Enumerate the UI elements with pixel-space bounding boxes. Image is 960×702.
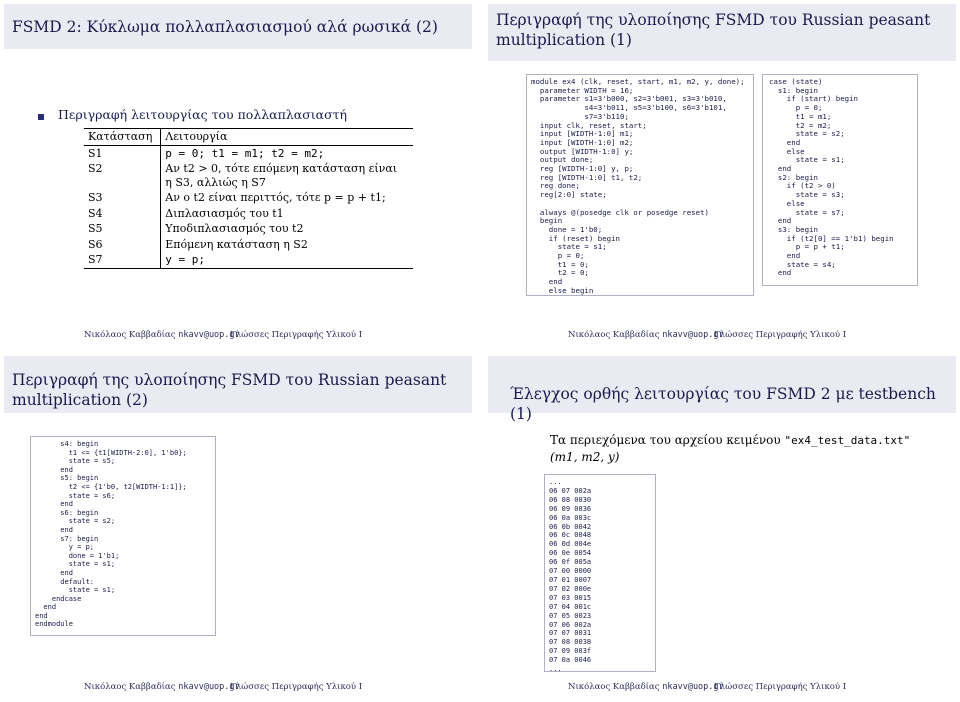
- slide-3-header: [4, 356, 472, 413]
- slide-1-title: FSMD 2: Κύκλωμα πολλαπλασιασμού αλά ρωσικά (2): [12, 18, 438, 36]
- state-cell: S1: [84, 145, 161, 161]
- slide-2-header: [488, 4, 956, 61]
- footer-course: Γλώσσες Περιγραφής Υλικού Ι: [230, 330, 363, 340]
- verilog-code: s4: begin t1 <= {t1[WIDTH-2:0], 1'b0}; state = s5; end s5: begin t2 <= {1'b0, t2[WIDTH-1:1]}; state = s6; end s6: begin state = s2; end s7: begin y = p; done = 1'b1; state = s1; end default: state = s1; endcase end end endmodule: [35, 440, 187, 629]
- bullet-square-icon: [38, 114, 44, 120]
- bullet-text: Περιγραφή λειτουργίας του πολλαπλασιαστή: [58, 107, 348, 122]
- code-box: [30, 436, 216, 636]
- footer-author: Νικόλαος Καββαδίας nkavv@uop.gr: [568, 330, 724, 340]
- operation-cell: Αν t2 > 0, τότε επόμενη κατάσταση είναι η S3, αλλιώς η S7: [165, 162, 398, 189]
- table-header-row: [84, 129, 413, 146]
- slide-1: [4, 4, 472, 344]
- table-row: [84, 252, 413, 268]
- header-operation: Λειτουργία: [161, 129, 414, 146]
- footer-author: Νικόλαος Καββαδίας nkavv@uop.gr: [568, 682, 724, 692]
- slide-3-title: Περιγραφή της υλοποίησης FSMD του Russian peasant multiplication (2): [12, 371, 447, 409]
- footer: [488, 326, 956, 344]
- footer: [488, 678, 956, 696]
- slide-4-header: [488, 356, 956, 423]
- column-spec: (m1, m2, y): [550, 450, 620, 464]
- slide-4: [488, 356, 956, 696]
- state-cell: S7: [84, 252, 161, 268]
- slide-1-header: [4, 4, 472, 49]
- table-row: [84, 190, 413, 206]
- verilog-code-right: case (state) s1: begin if (start) begin p = 0; t1 = m1; t2 = m2; state = s2; end else state = s1; end s2: begin if (t2 > 0) state = s3; else state = s7; end s3: begin if (t2[0] == 1'b1) begin p = p + t1; end state = s4; end: [769, 77, 894, 278]
- state-cell: S3: [84, 190, 161, 206]
- operation-cell: y = p;: [161, 252, 414, 268]
- slide-4-title: Έλεγχος ορθής λειτουργίας του FSMD 2 με testbench (1): [510, 385, 936, 423]
- slide-3: [4, 356, 472, 696]
- footer-course: Γλώσσες Περιγραφής Υλικού Ι: [714, 330, 847, 340]
- operation-cell: Επόμενη κατάσταση η S2: [165, 237, 308, 251]
- footer-author: Νικόλαος Καββαδίας nkavv@uop.gr: [84, 330, 240, 340]
- filename: "ex4_test_data.txt": [784, 434, 911, 447]
- table-row: [84, 145, 413, 161]
- state-cell: S6: [84, 237, 161, 253]
- state-table: [84, 128, 413, 269]
- slide-2: [488, 4, 956, 344]
- test-data: ... 06 07 002a 06 08 0030 06 09 0036 06 0a 003c 06 0b 0042 06 0c 0048 06 0d 004e 06 0e 0054 06 0f 005a 07 00 0000 07 01 0007 07 02 000e 07 03 0015 07 04 001c 07 05 0023 07 06 002a 07 07 0031 07 08 0038 07 09 003f 07 0a 0046 ...: [549, 478, 592, 674]
- code-box-left: [526, 74, 754, 296]
- state-cell: S2: [84, 161, 161, 190]
- data-box: [544, 474, 656, 672]
- state-cell: S4: [84, 206, 161, 222]
- operation-cell: Υποδιπλασιασμός του t2: [165, 222, 304, 235]
- table-row: [84, 221, 413, 237]
- slide-2-title: Περιγραφή της υλοποίησης FSMD του Russian peasant multiplication (1): [496, 11, 931, 49]
- verilog-code-left: module ex4 (clk, reset, start, m1, m2, y, done); parameter WIDTH = 16; parameter s1=3'b000, s2=3'b001, s3=3'b010, s4=3'b011, s5=3'b100, s6=3'b101, s7=3'b110; input clk, reset, start; input [WIDTH-1:0] m1; input [WIDTH-1:0] m2; output [WIDTH-1:0] y; output done; reg [WIDTH-1:0] y, p; reg [WIDTH-1:0] t1, t2; reg done; reg[2:0] state; always @(posedge clk or posedge reset) begin done = 1'b0; if (reset) begin state = s1; p = 0; t1 = 0; t2 = 0; end else begin: [531, 77, 745, 295]
- operation-cell: p = 0; t1 = m1; t2 = m2;: [165, 146, 325, 160]
- footer-course: Γλώσσες Περιγραφής Υλικού Ι: [230, 682, 363, 692]
- header-state: Κατάσταση: [84, 129, 161, 146]
- footer: [4, 326, 472, 344]
- table-row: [84, 237, 413, 253]
- operation-cell: Αν ο t2 είναι περιττός, τότε p = p + t1;: [165, 191, 386, 204]
- footer: [4, 678, 472, 696]
- state-cell: S5: [84, 221, 161, 237]
- operation-cell: Διπλασιασμός του t1: [165, 206, 284, 220]
- intro-text: Τα περιεχόμενα του αρχείου κειμένου "ex4_test_data.txt" (m1, m2, y): [550, 433, 911, 464]
- footer-author: Νικόλαος Καββαδίας nkavv@uop.gr: [84, 682, 240, 692]
- table-row: [84, 206, 413, 222]
- table-row: [84, 161, 413, 190]
- footer-course: Γλώσσες Περιγραφής Υλικού Ι: [714, 682, 847, 692]
- code-box-right: [762, 74, 918, 286]
